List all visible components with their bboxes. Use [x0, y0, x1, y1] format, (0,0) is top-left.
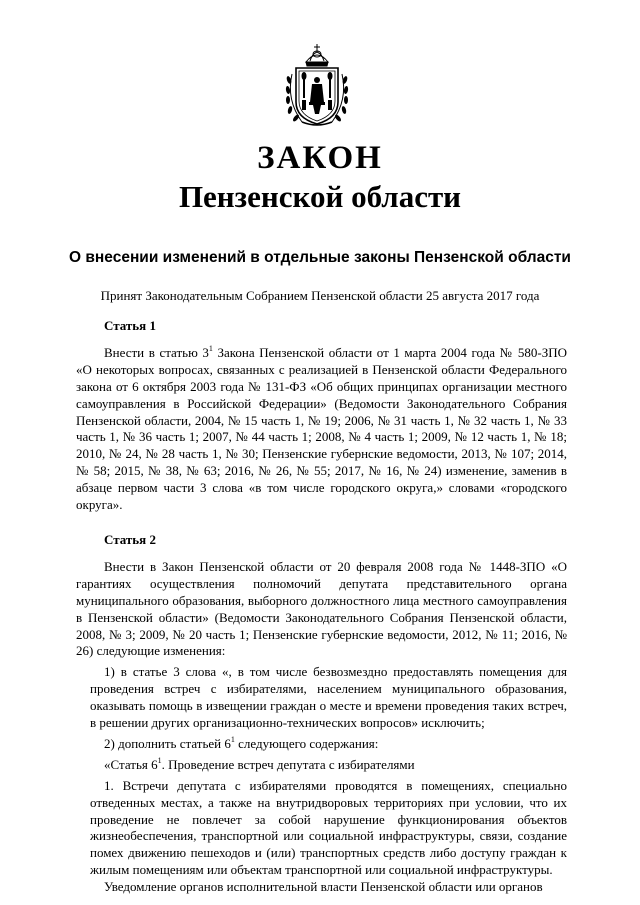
item-2 [90, 736, 567, 753]
article-2-paragraph: Внести в Закон Пензенской области от 20 февраля 2008 года № 1448-ЗПО «О гарантиях осуществления полномочий депутата представительного органа муниципального образования, выборного должностного лица местного самоуправления в Пензенской области» (Ведомости Законодательного Собрания Пензенской области, 2008, № 3; 2009, № 20 часть 1; Пензенские губернские ведомости, 2012, № 11; 2016, № 26) следующие изменения: [76, 558, 567, 659]
text-span: Внести в статью 3 [104, 344, 209, 360]
text-span: «Статья 6 [104, 756, 158, 772]
coat-of-arms-icon [284, 40, 350, 128]
superscript: 1 [157, 755, 162, 765]
point-1-continuation: Уведомление органов исполнительной власти Пензенской области или органов [104, 879, 543, 895]
text-span: 2) дополнить статьей 6 [104, 735, 231, 751]
superscript: 1 [230, 734, 235, 744]
article-2-heading: Статья 2 [104, 531, 156, 547]
article-2-items [76, 664, 567, 896]
text-span: следующего содержания: [234, 735, 379, 751]
article-1-heading: Статья 1 [104, 318, 156, 333]
text-span: . Проведение встреч депутата с избирателями [161, 756, 415, 772]
new-article-heading [90, 757, 567, 774]
document-body [76, 318, 567, 896]
article-1-paragraph [76, 345, 567, 514]
superscript: 1 [208, 343, 213, 353]
point-1: 1. Встречи депутата с избирателями проводятся в помещениях, специально отведенных местах, а также на внутридворовых территориях при условии, что их проведение не повлечет за собой нарушение функционирования объектов жизнеобеспечения, транспортной или социальной инфраструктуры, связи, создание помех движению пешеходов и (или) транспортных средств либо доступу граждан к жилым помещениям или объектам транспортной или социальной инфраструктуры. [90, 777, 567, 878]
text-span: Закона Пензенской области от 1 марта 2004 года № 580-ЗПО «О некоторых вопросах, связанных с реализацией в Пензенской области Федерального закона от 6 октября 2003 года № 131-ФЗ «Об общих принципах организации местного самоуправления в Российской Федерации» (Ведомости Законодательного Собрания Пензенской области, 2004, № 15 часть 1, № 19; 2006, № 31 часть 1, № 32 часть 1, № 33 часть 1, № 36 часть 1; 2007, № 44 часть 1; 2008, № 4 часть 1; 2009, № 12 часть 1, № 18; 2010, № 24, № 28 часть 1, № 30; Пензенские губернские ведомости, 2013, № 107; 2014, № 58; 2015, № 38, № 63; 2016, № 26, № 55; 2017, № 16, № 24) изменение, заменив в абзаце первом части 3 слова «в том числе городского округа,» словами «городского округа». [76, 344, 567, 513]
region-title: Пензенской области [178, 179, 462, 214]
document-type-title: ЗАКОН [257, 140, 383, 176]
law-title: О внесении изменений в отдельные законы Пензенской области [69, 249, 571, 266]
item-1: 1) в статье 3 слова «, в том числе безвозмездно предоставлять помещения для проведения встреч с избирателями, населением муниципального образования, оказывать помощь в извещении граждан о месте и времени проведения таких встреч, в решении других организационно-технических вопросов» исключить; [90, 664, 567, 731]
adoption-note: Принят Законодательным Собранием Пензенской области 25 августа 2017 года [100, 288, 540, 303]
